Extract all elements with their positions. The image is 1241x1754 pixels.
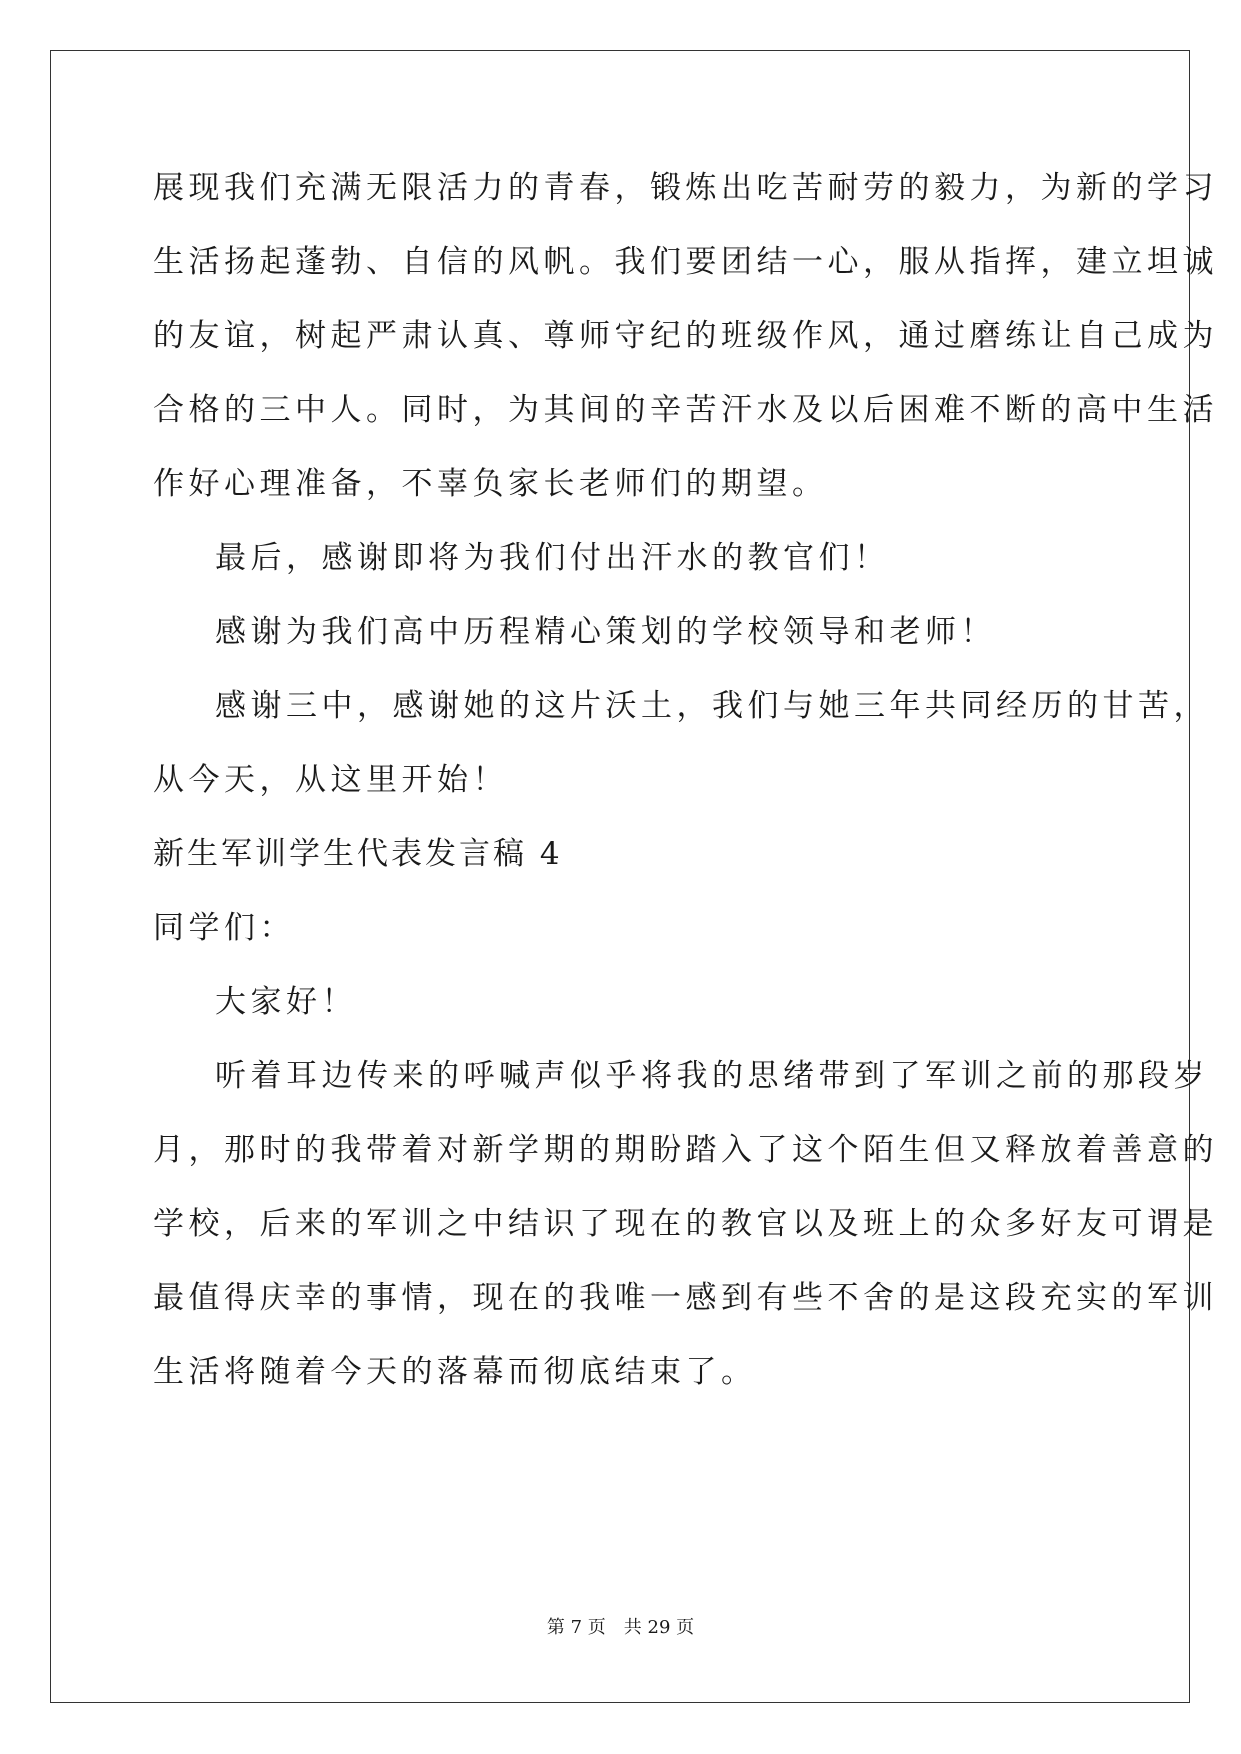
body-text-line: 展现我们充满无限活力的青春，锻炼出吃苦耐劳的毅力，为新的学习	[153, 170, 1218, 206]
page-border	[50, 50, 1190, 1703]
page-total: 共 29 页	[623, 1617, 695, 1638]
paragraph-line: 感谢三中，感谢她的这片沃土，我们与她三年共同经历的甘苦，	[215, 688, 1209, 724]
body-text-line: 作好心理准备，不辜负家长老师们的期望。	[153, 466, 828, 502]
paragraph-line: 听着耳边传来的呼喊声似乎将我的思绪带到了军训之前的那段岁	[215, 1058, 1209, 1094]
section-heading: 新生军训学生代表发言稿 4	[153, 836, 563, 872]
body-text-line: 学校，后来的军训之中结识了现在的教官以及班上的众多好友可谓是	[153, 1206, 1218, 1242]
page-number: 第 7 页	[546, 1617, 606, 1638]
body-text-line: 合格的三中人。同时，为其间的辛苦汗水及以后困难不断的高中生活	[153, 392, 1218, 428]
paragraph-line: 感谢为我们高中历程精心策划的学校领导和老师！	[215, 614, 996, 650]
salutation: 同学们：	[153, 910, 295, 946]
paragraph-line: 最后，感谢即将为我们付出汗水的教官们！	[215, 540, 890, 576]
body-text-line: 生活将随着今天的落幕而彻底结束了。	[153, 1354, 757, 1390]
body-text-line: 月，那时的我带着对新学期的期盼踏入了这个陌生但又释放着善意的	[153, 1132, 1218, 1168]
greeting: 大家好！	[215, 984, 357, 1020]
body-text-line: 的友谊，树起严肃认真、尊师守纪的班级作风，通过磨练让自己成为	[153, 318, 1218, 354]
body-text-line: 最值得庆幸的事情，现在的我唯一感到有些不舍的是这段充实的军训	[153, 1280, 1218, 1316]
body-text-line: 生活扬起蓬勃、自信的风帆。我们要团结一心，服从指挥，建立坦诚	[153, 244, 1218, 280]
body-text-line: 从今天，从这里开始！	[153, 762, 508, 798]
page-footer	[0, 1616, 1241, 1640]
